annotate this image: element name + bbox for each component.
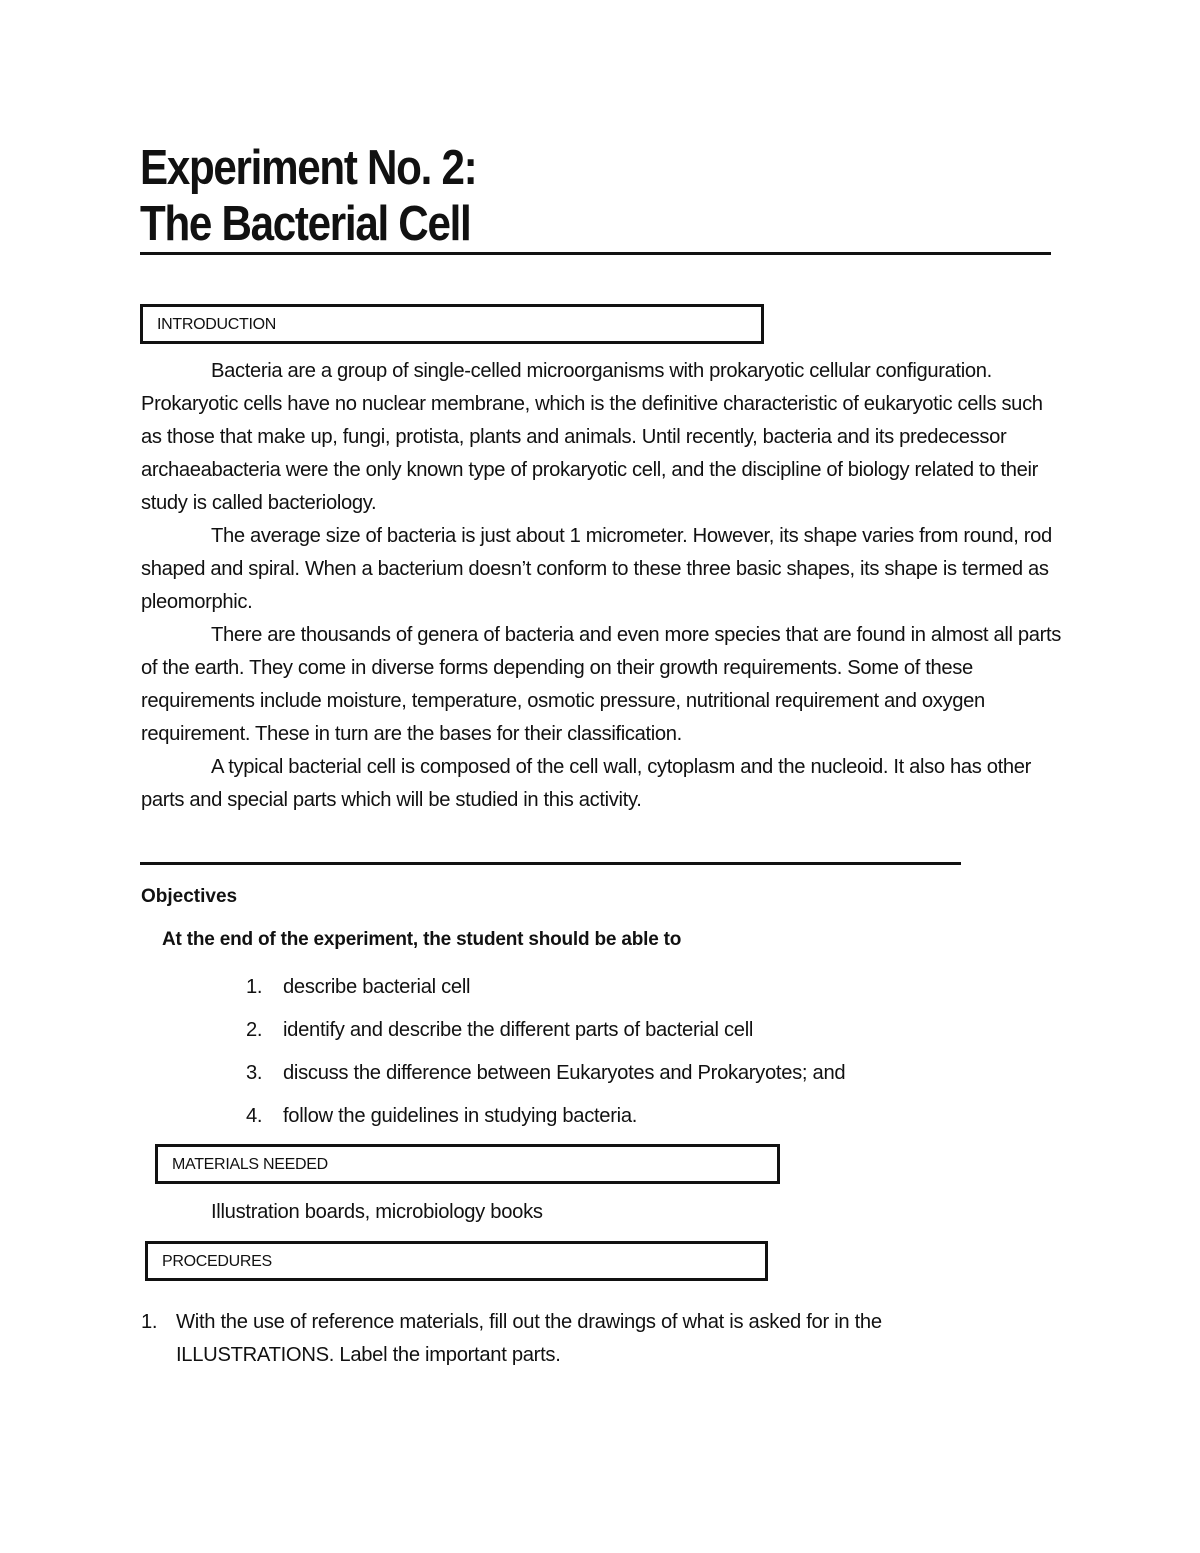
list-item: [0, 1054, 1200, 1097]
objectives-heading: Objectives: [141, 886, 238, 907]
section-header-procedures: PROCEDURES: [145, 1241, 768, 1281]
section-header-materials: MATERIALS NEEDED: [155, 1144, 780, 1184]
objectives-lead: At the end of the experiment, the student should be able to: [162, 929, 682, 950]
list-item: [0, 968, 1200, 1011]
intro-paragraph: A typical bacterial cell is composed of the cell wall, cytoplasm and the nucleoid. It also has other parts and special parts which will be studied in this activity.: [141, 756, 1032, 811]
title-line-2: The Bacterial Cell: [140, 197, 471, 251]
section-header-introduction: INTRODUCTION: [140, 304, 764, 344]
list-item-text: identify and describe the different parts of bacterial cell: [283, 1019, 754, 1041]
section-divider: [140, 862, 961, 865]
list-item: [0, 1011, 1200, 1054]
intro-paragraph: Bacteria are a group of single-celled microorganisms with prokaryotic cellular configuration. Prokaryotic cells have no nuclear membrane, which is the definitive characteristic of eukaryotic cells such as those that make up, fungi, protista, plants and animals. Until recently, bacteria and its predecessor archaeabacteria were the only known type of prokaryotic cell, and the discipline of biology related to their study is called bacteriology.: [141, 360, 1043, 514]
title-line-1: Experiment No. 2:: [140, 141, 477, 195]
intro-paragraph: The average size of bacteria is just about 1 micrometer. However, its shape varies from round, rod shaped and spiral. When a bacterium doesn’t conform to these three basic shapes, its shape is termed as pleomorphic.: [141, 525, 1052, 613]
introduction-text: [141, 355, 1066, 817]
list-item-number: 1.: [246, 976, 263, 998]
list-item: [0, 1097, 1200, 1140]
objectives-list: [0, 968, 1200, 1140]
intro-paragraph: There are thousands of genera of bacteria and even more species that are found in almost all parts of the earth. They come in diverse forms depending on their growth requirements. Some of these requirements include moisture, temperature, osmotic pressure, nutritional requirement and oxygen requirement. These in turn are the bases for their classification.: [141, 624, 1061, 745]
materials-text: Illustration boards, microbiology books: [211, 1201, 543, 1223]
page-title: [140, 140, 923, 252]
procedure-text: With the use of reference materials, fill out the drawings of what is asked for in the ILLUSTRATIONS. Label the important parts.: [176, 1311, 882, 1366]
list-item-text: discuss the difference between Eukaryotes and Prokaryotes; and: [283, 1062, 846, 1084]
title-divider: [140, 252, 1051, 255]
list-item-number: 2.: [246, 1019, 263, 1041]
list-item-text: describe bacterial cell: [283, 976, 471, 998]
list-item-text: follow the guidelines in studying bacteria.: [283, 1105, 638, 1127]
procedure-number: 1.: [141, 1311, 158, 1333]
list-item-number: 3.: [246, 1062, 263, 1084]
list-item-number: 4.: [246, 1105, 263, 1127]
